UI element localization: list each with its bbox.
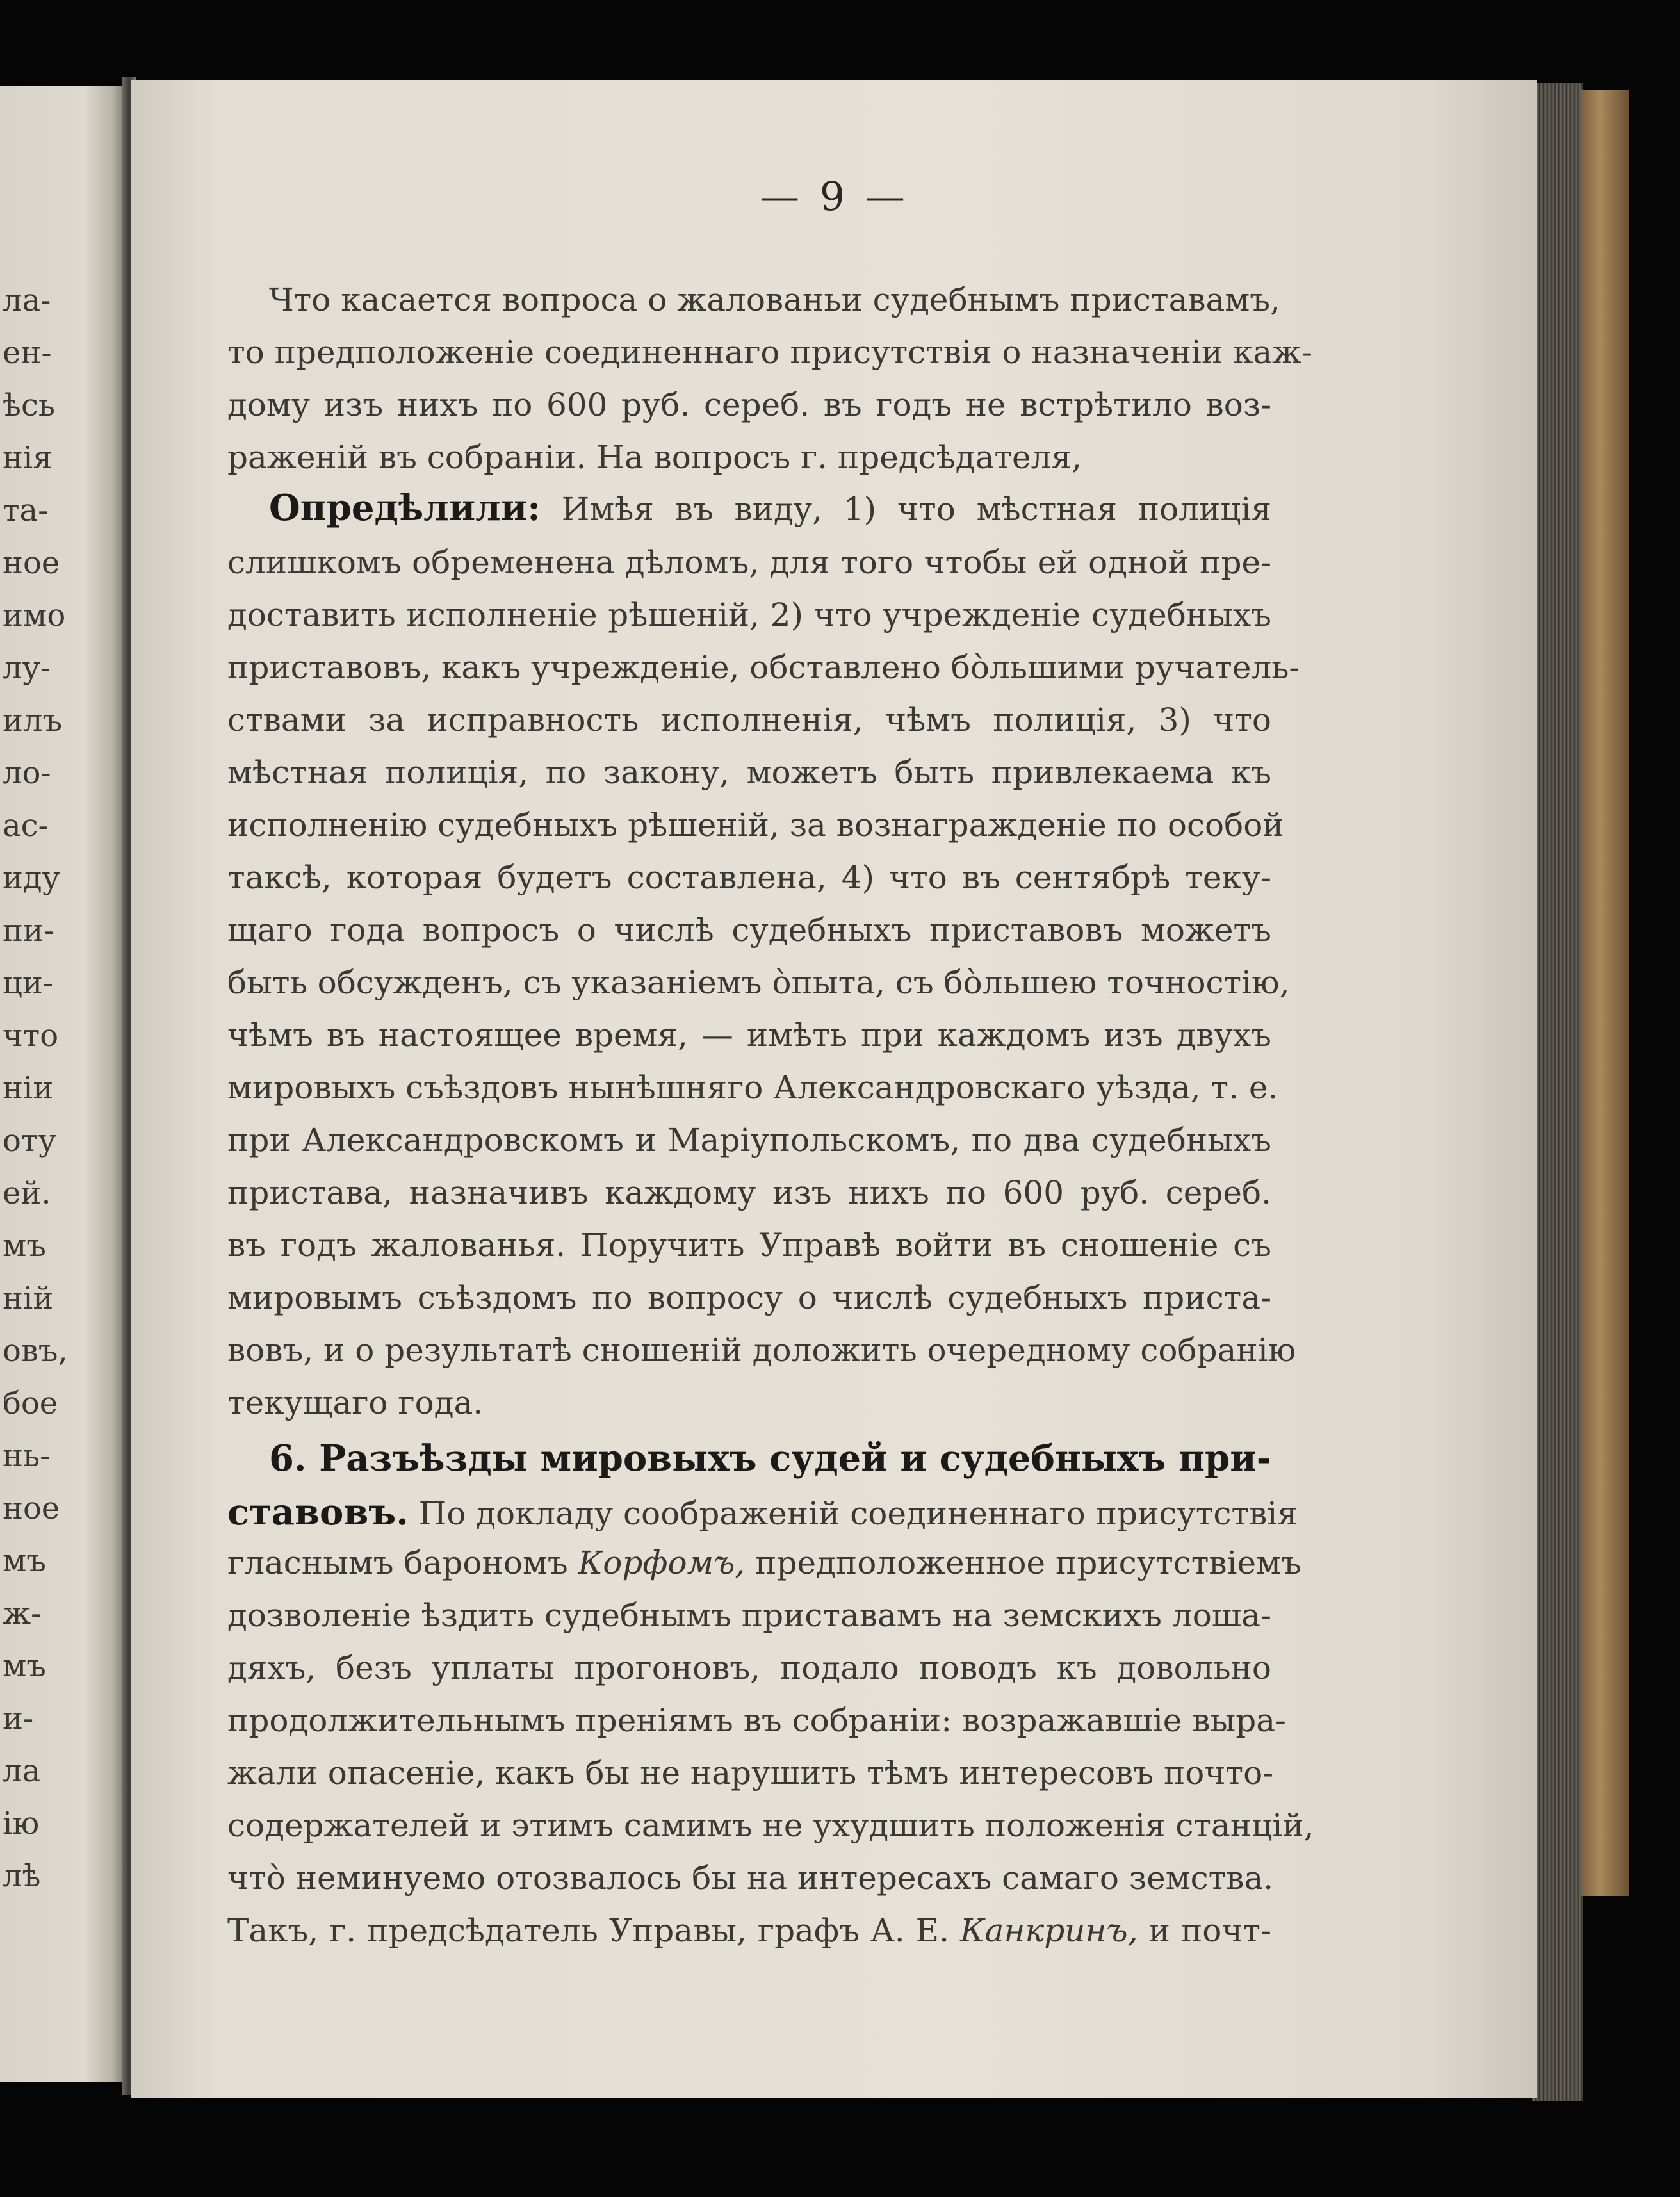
left-fragment: и- <box>3 1701 34 1736</box>
left-fragment: ла <box>3 1753 41 1789</box>
section-6-line: жали опасеніе, какъ бы не нарушить тѣмъ интересовъ почто- <box>227 1754 1274 1792</box>
resolution-line: чѣмъ въ настоящее время, — имѣть при каждомъ изъ двухъ <box>227 1017 1271 1054</box>
section-6-text: и почт- <box>1148 1912 1271 1949</box>
resolution-heading: Опредѣлили: <box>269 487 541 529</box>
left-fragment: что <box>3 1018 59 1054</box>
left-fragment: мъ <box>3 1648 46 1684</box>
resolution-line: пристава, назначивъ каждому изъ нихъ по 600 руб. сереб. <box>227 1174 1271 1211</box>
section-6-name: Канкринъ, <box>959 1912 1138 1949</box>
left-fragment: имо <box>3 598 66 633</box>
left-fragment: ное <box>3 545 60 581</box>
resolution-line: мировыхъ съѣздовъ нынѣшняго Александровскаго уѣзда, т. е. <box>227 1069 1278 1106</box>
resolution-line: таксѣ, которая будетъ составлена, 4) что въ сентябрѣ теку- <box>227 859 1271 896</box>
paragraph-1-line: Что касается вопроса о жалованьи судебнымъ приставамъ, <box>269 281 1280 318</box>
resolution-line: при Александровскомъ и Маріупольскомъ, по два судебныхъ <box>227 1122 1271 1159</box>
left-fragment: ас- <box>3 808 49 844</box>
left-fragment: ла- <box>3 282 51 318</box>
left-fragment: ѣсь <box>3 388 55 423</box>
section-6-heading-text: 6. Разъѣзды мировыхъ судей и судебныхъ при- <box>269 1437 1271 1480</box>
left-fragment: iю <box>3 1806 40 1842</box>
section-6-line: что̀ неминуемо отозвалось бы на интересахъ самаго земства. <box>227 1859 1274 1897</box>
left-fragment: ей. <box>3 1175 51 1211</box>
section-6-text: По докладу соображеній соединеннаго присутствія <box>418 1495 1298 1532</box>
resolution-line: мѣстная полиція, по закону, можетъ быть привлекаема къ <box>227 754 1271 791</box>
resolution-line: въ годъ жалованья. Поручить Управѣ войти въ сношеніе съ <box>227 1227 1271 1264</box>
section-6-line: дяхъ, безъ уплаты прогоновъ, подало поводъ къ довольно <box>227 1649 1271 1687</box>
resolution-line: мировымъ съѣздомъ по вопросу о числѣ судебныхъ приста- <box>227 1279 1271 1316</box>
left-fragment: нь- <box>3 1438 51 1474</box>
page-edges <box>1532 83 1583 2101</box>
left-fragment: ци- <box>3 965 54 1001</box>
section-6-line <box>227 1912 1271 1949</box>
resolution-first-line-text: Имѣя въ виду, 1) что мѣстная полиція <box>561 491 1271 528</box>
page-number: — 9 — <box>760 173 909 220</box>
left-fragment: ж- <box>3 1596 42 1631</box>
left-fragment: нiи <box>3 1070 54 1106</box>
resolution-line: исполненію судебныхъ рѣшеній, за вознагражденіе по особой <box>227 806 1284 844</box>
resolution-line: слишкомъ обременена дѣломъ, для того чтобы ей одной пре- <box>227 544 1271 581</box>
right-page <box>131 80 1537 2098</box>
paragraph-1-line: то предположеніе соединеннаго присутствія о назначеніи каж- <box>227 334 1313 371</box>
section-6-text: гласнымъ барономъ <box>227 1544 568 1581</box>
left-fragment: нія <box>3 440 53 476</box>
resolution-line: приставовъ, какъ учрежденіе, обставлено бо̀льшими ручатель- <box>227 649 1300 686</box>
resolution-line: ствами за исправность исполненія, чѣмъ полиція, 3) что <box>227 701 1271 739</box>
section-6-line: продолжительнымъ преніямъ въ собраніи: возражавшіе выра- <box>227 1702 1286 1739</box>
left-fragment: иду <box>3 860 60 896</box>
section-6-line <box>227 1491 1298 1533</box>
resolution-line: щаго года вопросъ о числѣ судебныхъ приставовъ можетъ <box>227 911 1271 949</box>
left-fragment: лѣ <box>3 1858 41 1894</box>
left-fragment: овъ, <box>3 1333 68 1369</box>
section-6-line: содержателей и этимъ самимъ не ухудшить положенія станцій, <box>227 1807 1314 1844</box>
left-fragment: ло- <box>3 755 51 791</box>
left-fragment: илъ <box>3 703 63 739</box>
section-6-line: дозволеніе ѣздить судебнымъ приставамъ на земскихъ лоша- <box>227 1597 1271 1634</box>
resolution-line: вовъ, и о результатѣ сношеній доложить очередному собранію <box>227 1332 1296 1369</box>
section-6-heading <box>269 1437 1271 1480</box>
book-cover-edge <box>1581 90 1629 1896</box>
section-6-heading-continuation: ставовъ. <box>227 1491 409 1533</box>
left-fragment: лу- <box>3 650 51 686</box>
section-6-line <box>227 1544 1301 1581</box>
left-fragment: мъ <box>3 1543 46 1579</box>
left-fragment: ній <box>3 1280 54 1316</box>
section-6-text: предположенное присутствіемъ <box>755 1544 1301 1581</box>
paragraph-1-line: дому изъ нихъ по 600 руб. сереб. въ годъ не встрѣтило воз- <box>227 386 1271 423</box>
left-fragment: ное <box>3 1491 60 1526</box>
section-6-text: Такъ, г. предсѣдатель Управы, графъ А. Е. <box>227 1912 949 1949</box>
section-6-name: Корфомъ, <box>578 1544 746 1581</box>
left-fragment: пи- <box>3 913 54 949</box>
left-fragment: ен- <box>3 335 52 371</box>
resolution-line: текущаго года. <box>227 1384 484 1421</box>
left-fragment: та- <box>3 493 49 528</box>
paragraph-1-line: раженій въ собраніи. На вопросъ г. предсѣдателя, <box>227 439 1082 476</box>
left-fragment: мъ <box>3 1228 46 1264</box>
left-fragment: бое <box>3 1385 58 1421</box>
left-page <box>0 86 122 2082</box>
resolution-line: быть обсужденъ, съ указаніемъ о̀пыта, съ бо̀льшею точностію, <box>227 964 1290 1001</box>
left-fragment: оту <box>3 1123 56 1159</box>
resolution-line: доставить исполненіе рѣшеній, 2) что учрежденіе судебныхъ <box>227 596 1271 633</box>
resolution-first-line <box>269 487 1271 529</box>
